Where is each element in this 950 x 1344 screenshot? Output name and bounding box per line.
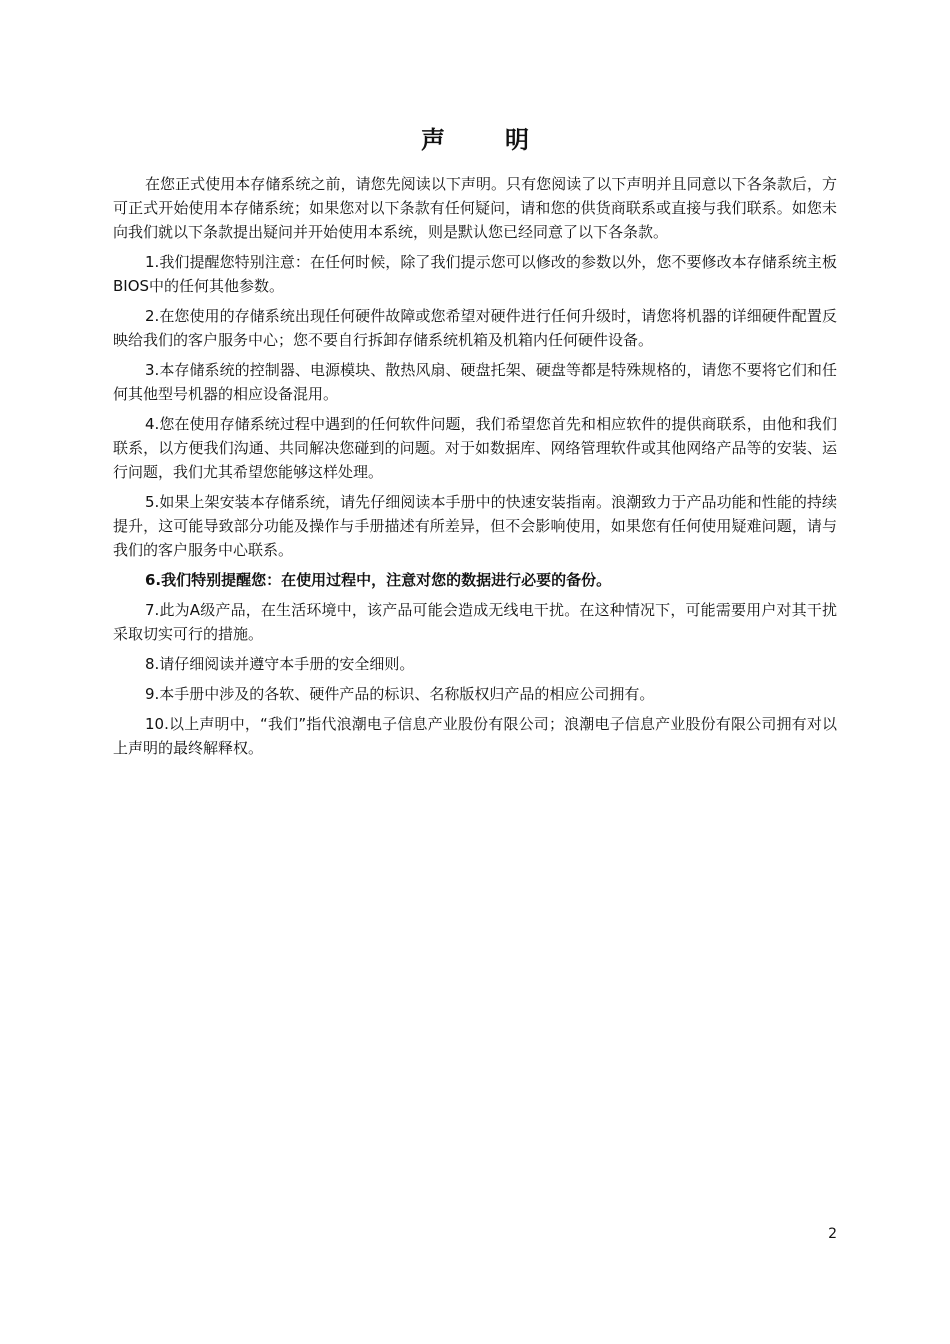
statement-item-9: 9.本手册中涉及的各软、硬件产品的标识、名称版权归产品的相应公司拥有。 [145,685,655,703]
statement-item-6-backup-warning: 6.我们特别提醒您：在使用过程中，注意对您的数据进行必要的备份。 [145,571,612,589]
statement-item-1: 1.我们提醒您特别注意：在任何时候，除了我们提示您可以修改的参数以外，您不要修改本存储系统主板BIOS中的任何其他参数。 [113,253,837,295]
statement-item-4: 4.您在使用存储系统过程中遇到的任何软件问题，我们希望您首先和相应软件的提供商联系，由他和我们联系，以方便我们沟通、共同解决您碰到的问题。对于如数据库、网络管理软件或其他网络产品等的安装、运行问题，我们尤其希望您能够这样处理。 [113,415,837,481]
statement-item-5: 5.如果上架安装本存储系统，请先仔细阅读本手册中的快速安装指南。浪潮致力于产品功能和性能的持续提升，这可能导致部分功能及操作与手册描述有所差异，但不会影响使用，如果您有任何使用疑难问题，请与我们的客户服务中心联系。 [113,493,837,559]
statement-item-8: 8.请仔细阅读并遵守本手册的安全细则。 [145,655,415,673]
statement-item-7: 7.此为A级产品，在生活环境中，该产品可能会造成无线电干扰。在这种情况下，可能需要用户对其干扰采取切实可行的措施。 [113,601,837,643]
statement-item-2: 2.在您使用的存储系统出现任何硬件故障或您希望对硬件进行任何升级时，请您将机器的详细硬件配置反映给我们的客户服务中心；您不要自行拆卸存储系统机箱及机箱内任何硬件设备。 [113,307,837,349]
title-char-2: 明 [505,126,529,154]
statement-item-10: 10.以上声明中，“我们”指代浪潮电子信息产业股份有限公司；浪潮电子信息产业股份有限公司拥有对以上声明的最终解释权。 [113,715,837,757]
document-page [113,120,837,766]
page-title [113,120,837,160]
statement-item-3: 3.本存储系统的控制器、电源模块、散热风扇、硬盘托架、硬盘等都是特殊规格的，请您不要将它们和任何其他型号机器的相应设备混用。 [113,361,837,403]
title-char-1: 声 [421,126,445,154]
intro-paragraph: 在您正式使用本存储系统之前，请您先阅读以下声明。只有您阅读了以下声明并且同意以下各条款后，方可正式开始使用本存储系统；如果您对以下条款有任何疑问，请和您的供货商联系或直接与我们联系。如您未向我们就以下条款提出疑问并开始使用本系统，则是默认您已经同意了以下各条款。 [113,175,837,241]
page-number: 2 [828,1226,837,1242]
